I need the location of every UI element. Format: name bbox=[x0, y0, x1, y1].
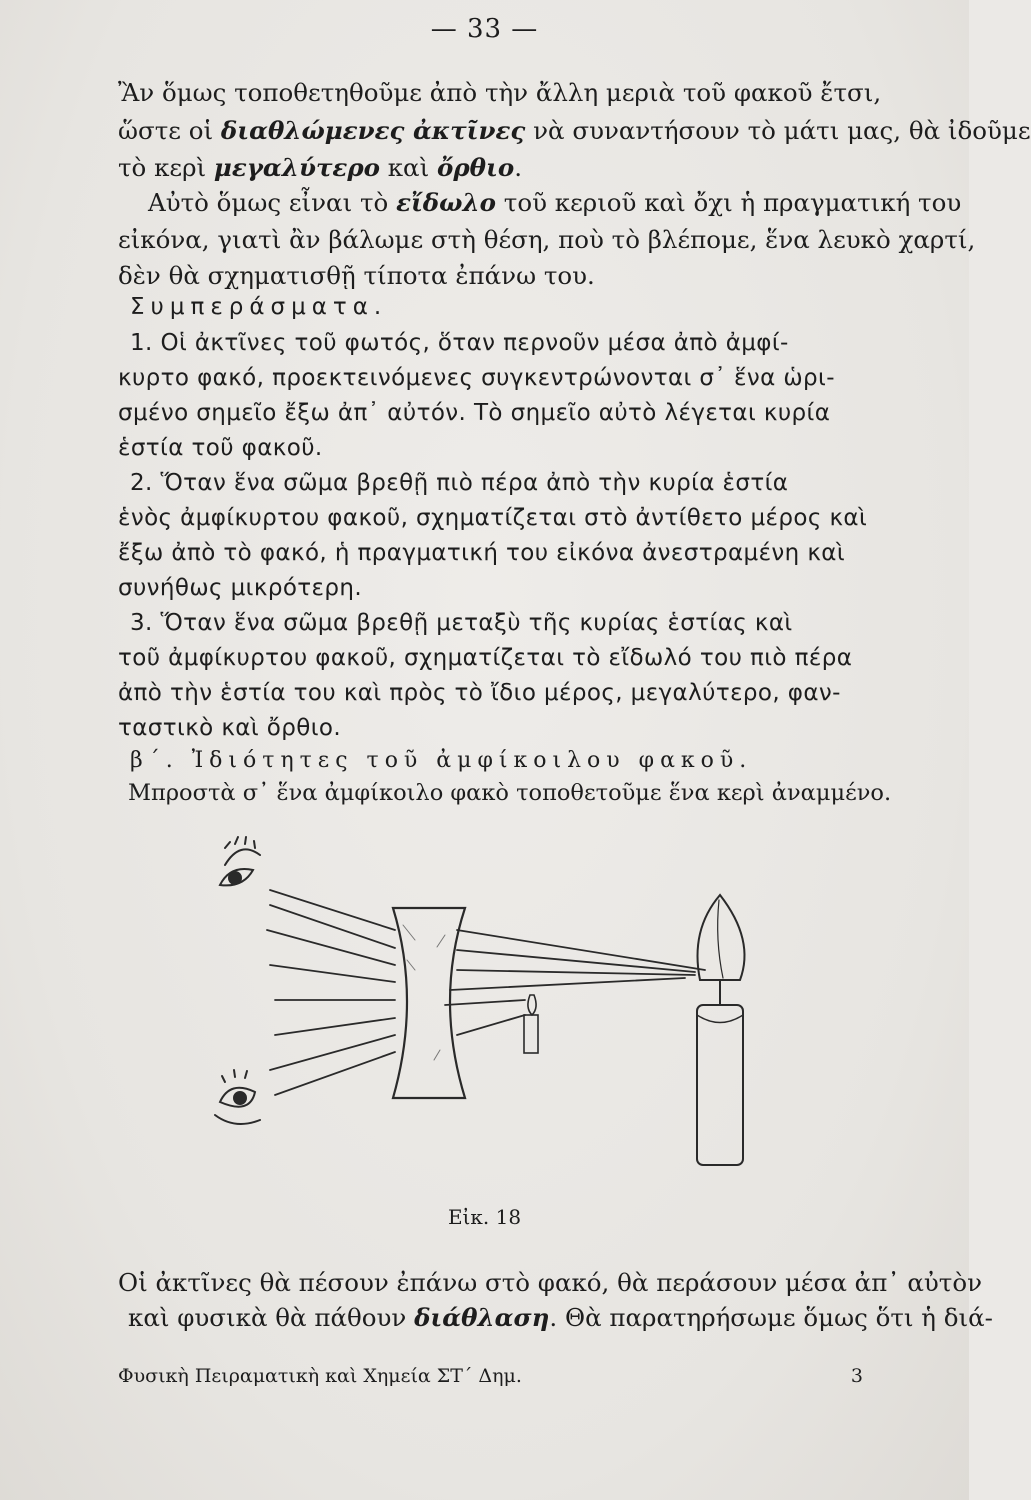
text-segment: καὶ φυσικὰ θὰ πάθουν bbox=[128, 1303, 415, 1332]
text-line bbox=[118, 225, 976, 254]
text-line bbox=[148, 188, 962, 217]
figure-18-illustration bbox=[195, 830, 775, 1210]
page-footer bbox=[118, 1365, 863, 1387]
section-heading: β΄. Ἰδιότητες τοῦ ἀμφίκοιλου φακοῦ. bbox=[130, 748, 753, 773]
light-rays bbox=[267, 890, 395, 1095]
conclusion-line: τοῦ ἀμφίκυρτου φακοῦ, σχηματίζεται τὸ εἴδωλό του πιὸ πέρα bbox=[118, 645, 853, 671]
emphasized-term: ὄρθιο bbox=[437, 153, 515, 182]
text-line bbox=[118, 153, 898, 182]
conclusion-line: συνήθως μικρότερη. bbox=[118, 575, 363, 601]
text-segment: . Θὰ παρατηρήσωμε ὅμως ὅτι ἡ διά- bbox=[549, 1303, 993, 1332]
text-line-content: δὲν θὰ σχηματισθῇ τίποτα ἐπάνω του. bbox=[118, 261, 595, 290]
emphasized-term: εἴδωλο bbox=[396, 188, 497, 217]
conclusion-line: ἀπὸ τὴν ἑστία του καὶ πρὸς τὸ ἴδιο μέρος, μεγαλύτερο, φαν- bbox=[118, 680, 841, 706]
conclusion-line: 1. Οἱ ἀκτῖνες τοῦ φωτός, ὅταν περνοῦν μέσα ἀπὸ ἀμφί- bbox=[130, 330, 789, 356]
section-heading: Συμπεράσματα. bbox=[130, 294, 388, 320]
conclusion-line: 3. Ὅταν ἕνα σῶμα βρεθῇ μεταξὺ τῆς κυρίας ἑστίας καὶ bbox=[130, 610, 793, 636]
text-line: Οἱ ἀκτῖνες θὰ πέσουν ἐπάνω στὸ φακό, θὰ περάσουν μέσα ἀπ᾽ αὐτὸν bbox=[118, 1268, 982, 1297]
text-segment: νὰ συναντήσουν τὸ μάτι μας, θὰ ἰδοῦμε bbox=[525, 116, 1031, 145]
conclusion-line: κυρτο φακό, προεκτεινόμενες συγκεντρώνονται σ᾽ ἕνα ὡρι- bbox=[118, 365, 835, 391]
text-segment: . bbox=[514, 153, 522, 182]
lens-icon bbox=[393, 908, 465, 1098]
conclusion-line: ἑστία τοῦ φακοῦ. bbox=[118, 435, 323, 461]
text-segment: καὶ bbox=[379, 153, 437, 182]
text-line bbox=[118, 116, 1031, 145]
text-line-content: εἰκόνα, γιατὶ ἂν βάλωμε στὴ θέση, ποὺ τὸ βλέπομε, ἕνα λευκὸ χαρτί, bbox=[118, 225, 976, 254]
text-line bbox=[118, 261, 898, 290]
text-segment: τὸ κερὶ bbox=[118, 153, 214, 182]
text-line bbox=[118, 78, 898, 107]
emphasized-term: διαθλώμενες ἀκτῖνες bbox=[220, 116, 526, 145]
conclusion-line: σμένο σημεῖο ἔξω ἀπ᾽ αὐτόν. Τὸ σημεῖο αὐτὸ λέγεται κυρία bbox=[118, 400, 831, 426]
signature-number: 3 bbox=[850, 1365, 863, 1387]
conclusion-line: ἔξω ἀπὸ τὸ φακό, ἡ πραγματική του εἰκόνα ἀνεστραμένη καὶ bbox=[118, 540, 846, 566]
emphasized-term: διάθλαση bbox=[414, 1303, 550, 1332]
text-segment: τοῦ κεριοῦ καὶ ὄχι ἡ πραγματική του bbox=[496, 188, 962, 217]
light-rays bbox=[445, 930, 705, 1035]
conclusion-line: ἑνὸς ἀμφίκυρτου φακοῦ, σχηματίζεται στὸ ἀντίθετο μέρος καὶ bbox=[118, 505, 868, 531]
text-line: Μπροστὰ σ᾽ ἕνα ἀμφίκοιλο φακὸ τοποθετοῦμε ἕνα κερὶ ἀναμμένο. bbox=[128, 780, 892, 806]
conclusion-line: 2. Ὅταν ἕνα σῶμα βρεθῇ πιὸ πέρα ἀπὸ τὴν κυρία ἑστία bbox=[130, 470, 789, 496]
eye-icon bbox=[220, 837, 260, 885]
text-line bbox=[128, 1303, 993, 1332]
page-number: — 33 — bbox=[430, 14, 539, 44]
emphasized-term: μεγαλύτερο bbox=[213, 153, 380, 182]
text-line-content: Ἂν ὅμως τοποθετηθοῦμε ἀπὸ τὴν ἄλλη μεριὰ τοῦ φακοῦ ἔτσι, bbox=[118, 78, 882, 107]
book-title: Φυσικὴ Πειραματικὴ καὶ Χημεία ΣΤ΄ Δημ. bbox=[118, 1365, 522, 1387]
figure-caption: Εἰκ. 18 bbox=[447, 1205, 522, 1229]
text-segment: Αὐτὸ ὅμως εἶναι τὸ bbox=[148, 188, 397, 217]
candle-icon bbox=[524, 995, 538, 1053]
eye-icon bbox=[215, 1070, 260, 1124]
text-segment: ὥστε οἱ bbox=[118, 116, 221, 145]
conclusion-line: ταστικὸ καὶ ὄρθιο. bbox=[118, 715, 342, 741]
candle-icon bbox=[697, 895, 745, 1165]
